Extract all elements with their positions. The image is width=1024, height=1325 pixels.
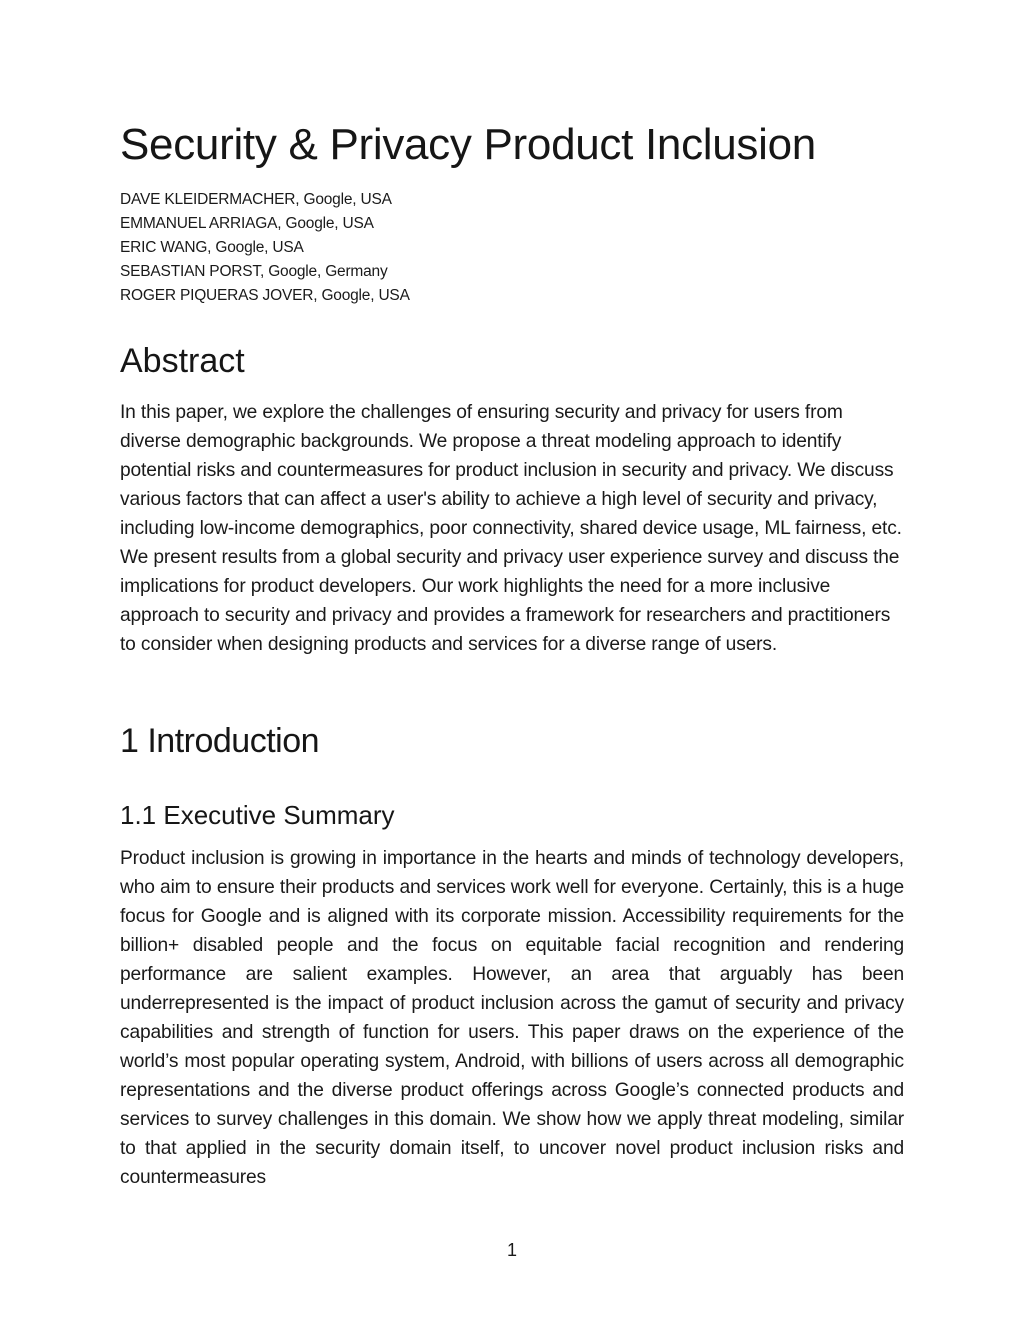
executive-summary-heading: 1.1 Executive Summary xyxy=(120,800,395,830)
executive-summary-paragraph: Product inclusion is growing in importance in the hearts and minds of technology developers, who aim to ensure their products and services work well for everyone. Certainly, this is a huge focus for Google and is aligned with its corporate mission. Accessibility requirements for the billion+ disabled people and the focus on equitable facial recognition and rendering performance are salient examples. However, an area that arguably has been underrepresented is the impact of product inclusion across the gamut of security and privacy capabilities and strength of function for users. This paper draws on the experience of the world’s most popular operating system, Android, with billions of users across all demographic representations and the diverse product offerings across Google’s connected products and services to survey challenges in this domain. We show how we apply threat modeling, similar to that applied in the security domain itself, to uncover novel product inclusion risks and countermeasures xyxy=(120,848,904,1188)
page-number: 1 xyxy=(506,1240,517,1260)
author-list xyxy=(120,188,410,308)
author-line: DAVE KLEIDERMACHER, Google, USA xyxy=(120,191,392,208)
abstract-paragraph: In this paper, we explore the challenges of ensuring security and privacy for users from diverse demographic backgrounds. We propose a threat modeling approach to identify potential risks and countermeasures for product inclusion in security and privacy. We discuss various factors that can affect a user's ability to achieve a high level of security and privacy, including low-income demographics, poor connectivity, shared device usage, ML fairness, etc. We present results from a global security and privacy user experience survey and discuss the implications for product developers. Our work highlights the need for a more inclusive approach to security and privacy and provides a framework for researchers and practitioners to consider when designing products and services for a diverse range of users. xyxy=(120,402,902,655)
author-line: ROGER PIQUERAS JOVER, Google, USA xyxy=(120,287,410,304)
author-line: ERIC WANG, Google, USA xyxy=(120,239,304,256)
abstract-heading: Abstract xyxy=(120,342,245,380)
introduction-heading: 1 Introduction xyxy=(120,722,320,760)
author-line: EMMANUEL ARRIAGA, Google, USA xyxy=(120,215,374,232)
paper-title: Security & Privacy Product Inclusion xyxy=(120,120,816,169)
author-line: SEBASTIAN PORST, Google, Germany xyxy=(120,263,388,280)
